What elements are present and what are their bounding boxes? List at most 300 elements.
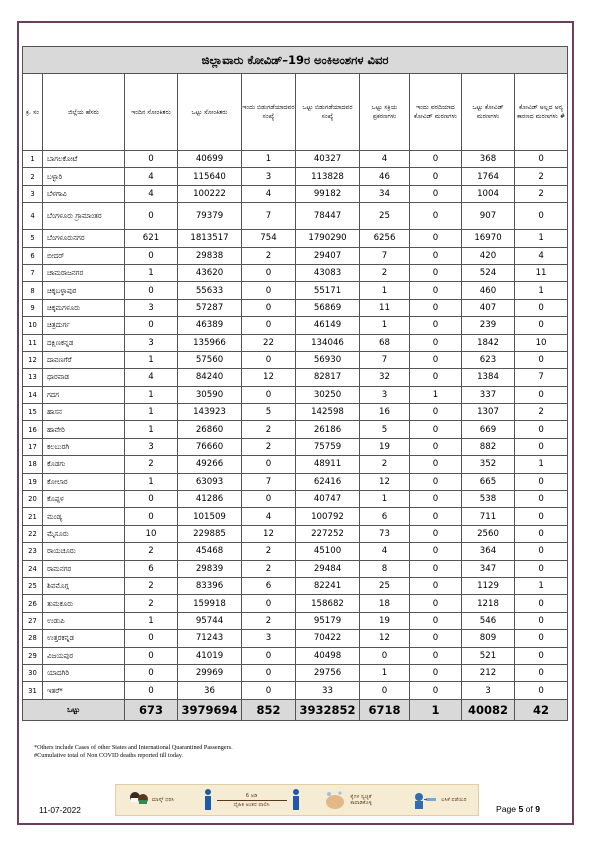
cases-today: 4 [125, 369, 178, 386]
district-name: ಉಡುಪಿ [43, 612, 125, 629]
cases-today: 1 [125, 386, 178, 403]
non-covid-deaths: 0 [515, 491, 568, 508]
discharged-total: 99182 [296, 185, 360, 202]
deaths-total: 364 [462, 543, 515, 560]
discharged-today: 12 [242, 525, 296, 542]
cases-total: 229885 [178, 525, 242, 542]
discharged-total: 40747 [296, 491, 360, 508]
banner-hands-text: ಕೈಗಳ ಸ್ವಚ್ಛತೆ ಕಾಪಾಡಿಕೊಳ್ಳಿ [350, 794, 372, 806]
active-cases: 73 [360, 525, 410, 542]
deaths-today: 0 [410, 317, 462, 334]
total-non-covid-deaths: 42 [515, 699, 568, 720]
discharged-today: 2 [242, 612, 296, 629]
cases-total: 79379 [178, 203, 242, 230]
cases-today: 0 [125, 491, 178, 508]
table-row [23, 664, 568, 681]
deaths-total: 1129 [462, 577, 515, 594]
row-sl: 4 [23, 203, 43, 230]
cases-today: 6 [125, 560, 178, 577]
discharged-total: 29484 [296, 560, 360, 577]
discharged-total: 113828 [296, 168, 360, 185]
footnote-non-covid: #Cumulative total of Non COVID deaths reported till today. [34, 752, 183, 759]
deaths-today: 0 [410, 612, 462, 629]
cases-total: 135966 [178, 334, 242, 351]
deaths-today: 0 [410, 203, 462, 230]
active-cases: 32 [360, 369, 410, 386]
non-covid-deaths: 0 [515, 560, 568, 577]
discharged-total: 43083 [296, 264, 360, 281]
cases-today: 0 [125, 282, 178, 299]
discharged-total: 134046 [296, 334, 360, 351]
header-cases-today: ಇಂದಿನ ಸೋಂಕಿತರು [125, 74, 178, 151]
discharged-total: 56930 [296, 351, 360, 368]
deaths-today: 0 [410, 456, 462, 473]
non-covid-deaths: 0 [515, 682, 568, 699]
cases-total: 84240 [178, 369, 242, 386]
discharged-today: 7 [242, 203, 296, 230]
table-row [23, 560, 568, 577]
deaths-total: 2560 [462, 525, 515, 542]
non-covid-deaths: 4 [515, 247, 568, 264]
row-sl: 27 [23, 612, 43, 629]
cases-today: 10 [125, 525, 178, 542]
active-cases: 1 [360, 282, 410, 299]
deaths-today: 0 [410, 630, 462, 647]
active-cases: 7 [360, 351, 410, 368]
deaths-total: 1764 [462, 168, 515, 185]
cases-today: 1 [125, 264, 178, 281]
handwash-icon [323, 789, 347, 811]
active-cases: 19 [360, 438, 410, 455]
discharged-today: 5 [242, 404, 296, 421]
header-active: ಒಟ್ಟು ಸಕ್ರಿಯ ಪ್ರಕರಣಗಳು [360, 74, 410, 151]
active-cases: 16 [360, 404, 410, 421]
non-covid-deaths: 0 [515, 612, 568, 629]
discharged-total: 29756 [296, 664, 360, 681]
active-cases: 6256 [360, 230, 410, 247]
district-name: ಯಾದಗಿರಿ [43, 664, 125, 681]
cases-total: 143923 [178, 404, 242, 421]
active-cases: 11 [360, 299, 410, 316]
discharged-total: 45100 [296, 543, 360, 560]
table-row [23, 543, 568, 560]
row-sl: 13 [23, 369, 43, 386]
person-icon [202, 788, 214, 812]
row-sl: 7 [23, 264, 43, 281]
active-cases: 0 [360, 647, 410, 664]
deaths-total: 524 [462, 264, 515, 281]
active-cases: 5 [360, 421, 410, 438]
table-row [23, 456, 568, 473]
cases-total: 29838 [178, 247, 242, 264]
header-cases-total: ಒಟ್ಟು ಸೋಂಕಿತರು [178, 74, 242, 151]
discharged-today: 12 [242, 369, 296, 386]
row-sl: 6 [23, 247, 43, 264]
row-sl: 21 [23, 508, 43, 525]
active-cases: 7 [360, 247, 410, 264]
active-cases: 19 [360, 612, 410, 629]
table-row [23, 647, 568, 664]
active-cases: 3 [360, 386, 410, 403]
discharged-today: 0 [242, 299, 296, 316]
district-name: ಇತರೆ* [43, 682, 125, 699]
cases-total: 63093 [178, 473, 242, 490]
non-covid-deaths: 0 [515, 299, 568, 316]
table-row [23, 369, 568, 386]
deaths-total: 352 [462, 456, 515, 473]
district-name: ಬೆಂಗಳೂರುನಗರ [43, 230, 125, 247]
non-covid-deaths: 0 [515, 595, 568, 612]
district-name: ಚಾಮರಾಜನಗರ [43, 264, 125, 281]
row-sl: 23 [23, 543, 43, 560]
discharged-today: 3 [242, 168, 296, 185]
discharged-today: 0 [242, 317, 296, 334]
cases-total: 83396 [178, 577, 242, 594]
total-discharged-today: 852 [242, 699, 296, 720]
header-deaths-total: ಒಟ್ಟು ಕೋವಿಡ್ ಮರಣಗಳು [462, 74, 515, 151]
deaths-total: 1218 [462, 595, 515, 612]
district-name: ಹಾವೇರಿ [43, 421, 125, 438]
non-covid-deaths: 0 [515, 630, 568, 647]
discharged-total: 55171 [296, 282, 360, 299]
deaths-today: 0 [410, 369, 462, 386]
row-sl: 17 [23, 438, 43, 455]
deaths-total: 623 [462, 351, 515, 368]
deaths-total: 1384 [462, 369, 515, 386]
table-row [23, 334, 568, 351]
non-covid-deaths: 11 [515, 264, 568, 281]
total-active-cases: 6718 [360, 699, 410, 720]
deaths-today: 0 [410, 491, 462, 508]
district-name: ತುಮಕೂರು [43, 595, 125, 612]
table-row [23, 282, 568, 299]
table-row [23, 404, 568, 421]
non-covid-deaths: 2 [515, 185, 568, 202]
total-deaths-today: 1 [410, 699, 462, 720]
table-row [23, 508, 568, 525]
active-cases: 4 [360, 543, 410, 560]
row-sl: 28 [23, 630, 43, 647]
non-covid-deaths: 1 [515, 456, 568, 473]
active-cases: 6 [360, 508, 410, 525]
non-covid-deaths: 1 [515, 577, 568, 594]
discharged-total: 40327 [296, 151, 360, 168]
total-deaths-total: 40082 [462, 699, 515, 720]
non-covid-deaths: 1 [515, 282, 568, 299]
row-sl: 8 [23, 282, 43, 299]
deaths-today: 0 [410, 185, 462, 202]
page-prefix: Page [496, 804, 519, 814]
active-cases: 0 [360, 682, 410, 699]
banner-mask-text: ಮಾಸ್ಕ್ ಧರಿಸಿ [151, 797, 175, 803]
cases-today: 2 [125, 577, 178, 594]
report-date: 11-07-2022 [39, 805, 81, 815]
discharged-today: 0 [242, 647, 296, 664]
discharged-total: 227252 [296, 525, 360, 542]
cases-total: 101509 [178, 508, 242, 525]
table-row [23, 438, 568, 455]
table-row [23, 473, 568, 490]
cases-today: 0 [125, 664, 178, 681]
cases-today: 621 [125, 230, 178, 247]
deaths-today: 0 [410, 282, 462, 299]
table-row [23, 577, 568, 594]
active-cases: 46 [360, 168, 410, 185]
district-name: ಗದಗ [43, 386, 125, 403]
deaths-total: 907 [462, 203, 515, 230]
discharged-today: 3 [242, 630, 296, 647]
banner-vaccine [412, 789, 467, 811]
row-sl: 16 [23, 421, 43, 438]
cases-total: 46389 [178, 317, 242, 334]
total-discharged-total: 3932852 [296, 699, 360, 720]
district-name: ರಾಯಚೂರು [43, 543, 125, 560]
discharged-total: 1790290 [296, 230, 360, 247]
row-sl: 9 [23, 299, 43, 316]
cases-total: 29839 [178, 560, 242, 577]
district-name: ಕೊಪ್ಪಳ [43, 491, 125, 508]
cases-today: 0 [125, 203, 178, 230]
row-sl: 26 [23, 595, 43, 612]
discharged-today: 0 [242, 351, 296, 368]
discharged-total: 75759 [296, 438, 360, 455]
table-row [23, 151, 568, 168]
cases-today: 0 [125, 151, 178, 168]
cases-today: 0 [125, 247, 178, 264]
total-cases-today: 673 [125, 699, 178, 720]
totals-label: ಒಟ್ಟು [23, 699, 125, 720]
deaths-total: 16970 [462, 230, 515, 247]
header-non-covid-deaths: ಕೋವಿಡ್ ಅಲ್ಲದ ಅನ್ಯ ಕಾರಣದ ಮರಣಗಳು # [515, 74, 568, 151]
row-sl: 24 [23, 560, 43, 577]
table-row [23, 491, 568, 508]
deaths-today: 0 [410, 299, 462, 316]
header-deaths-today: ಇಂದು ವರದಿಯಾದ ಕೋವಿಡ್ ಮರಣಗಳು [410, 74, 462, 151]
discharged-today: 4 [242, 508, 296, 525]
discharged-total: 56869 [296, 299, 360, 316]
deaths-total: 882 [462, 438, 515, 455]
table-row [23, 595, 568, 612]
cases-total: 100222 [178, 185, 242, 202]
cases-total: 57560 [178, 351, 242, 368]
non-covid-deaths: 0 [515, 421, 568, 438]
table-row [23, 203, 568, 230]
deaths-today: 0 [410, 421, 462, 438]
non-covid-deaths: 0 [515, 543, 568, 560]
totals-row [23, 699, 568, 720]
total-cases-total: 3979694 [178, 699, 242, 720]
discharged-today: 4 [242, 185, 296, 202]
discharged-total: 26186 [296, 421, 360, 438]
deaths-total: 347 [462, 560, 515, 577]
district-name: ಬಳ್ಳಾರಿ [43, 168, 125, 185]
active-cases: 25 [360, 577, 410, 594]
cases-total: 26860 [178, 421, 242, 438]
row-sl: 19 [23, 473, 43, 490]
active-cases: 1 [360, 664, 410, 681]
discharged-today: 0 [242, 282, 296, 299]
row-sl: 25 [23, 577, 43, 594]
table-title: ಜಿಲ್ಲಾವಾರು ಕೋವಿಡ್–19ರ ಅಂಕಿಅಂಶಗಳ ವಿವರ [23, 47, 568, 74]
cases-total: 55633 [178, 282, 242, 299]
discharged-total: 158682 [296, 595, 360, 612]
table-row [23, 230, 568, 247]
header-district: ಜಿಲ್ಲೆಯ ಹೆಸರು [43, 74, 125, 151]
non-covid-deaths: 0 [515, 317, 568, 334]
deaths-total: 521 [462, 647, 515, 664]
non-covid-deaths: 1 [515, 230, 568, 247]
discharged-total: 142598 [296, 404, 360, 421]
district-name: ವಿಜಯಪುರ [43, 647, 125, 664]
cases-total: 95744 [178, 612, 242, 629]
deaths-total: 1307 [462, 404, 515, 421]
deaths-today: 0 [410, 595, 462, 612]
table-row [23, 525, 568, 542]
page-current: 5 [518, 804, 524, 814]
cases-today: 0 [125, 317, 178, 334]
discharged-total: 62416 [296, 473, 360, 490]
district-name: ಚಿತ್ರದುರ್ಗ [43, 317, 125, 334]
cases-total: 45468 [178, 543, 242, 560]
deaths-total: 239 [462, 317, 515, 334]
cases-today: 4 [125, 168, 178, 185]
active-cases: 25 [360, 203, 410, 230]
cases-today: 1 [125, 612, 178, 629]
row-sl: 12 [23, 351, 43, 368]
cases-total: 159918 [178, 595, 242, 612]
cases-today: 2 [125, 456, 178, 473]
row-sl: 22 [23, 525, 43, 542]
non-covid-deaths: 0 [515, 473, 568, 490]
page-total: 9 [535, 804, 540, 814]
discharged-today: 0 [242, 491, 296, 508]
district-name: ಹಾಸನ [43, 404, 125, 421]
district-name: ಉತ್ತರಕನ್ನಡ [43, 630, 125, 647]
deaths-total: 337 [462, 386, 515, 403]
cases-today: 0 [125, 647, 178, 664]
active-cases: 12 [360, 473, 410, 490]
deaths-today: 0 [410, 438, 462, 455]
non-covid-deaths: 0 [515, 508, 568, 525]
cases-today: 1 [125, 351, 178, 368]
non-covid-deaths: 0 [515, 203, 568, 230]
table-row [23, 299, 568, 316]
row-sl: 1 [23, 151, 43, 168]
discharged-total: 95179 [296, 612, 360, 629]
district-name: ಬೀದರ್ [43, 247, 125, 264]
active-cases: 18 [360, 595, 410, 612]
cases-today: 0 [125, 630, 178, 647]
footnote-others: *Others include Cases of other States and International Quarantined Passengers. [34, 744, 233, 751]
cases-today: 3 [125, 299, 178, 316]
discharged-total: 30250 [296, 386, 360, 403]
district-covid-table [22, 46, 568, 721]
deaths-total: 1842 [462, 334, 515, 351]
deaths-today: 0 [410, 560, 462, 577]
district-name: ಮೈಸೂರು [43, 525, 125, 542]
discharged-total: 29407 [296, 247, 360, 264]
row-sl: 15 [23, 404, 43, 421]
non-covid-deaths: 0 [515, 351, 568, 368]
discharged-today: 0 [242, 664, 296, 681]
discharged-total: 82817 [296, 369, 360, 386]
deaths-today: 0 [410, 543, 462, 560]
cases-total: 40699 [178, 151, 242, 168]
non-covid-deaths: 0 [515, 664, 568, 681]
discharged-total: 46149 [296, 317, 360, 334]
non-covid-deaths: 0 [515, 647, 568, 664]
deaths-total: 1004 [462, 185, 515, 202]
header-discharged-today: ಇಂದು ಬಿಡುಗಡೆಯಾದವರ ಸಂಖ್ಯೆ [242, 74, 296, 151]
table-row [23, 612, 568, 629]
deaths-total: 3 [462, 682, 515, 699]
deaths-today: 0 [410, 230, 462, 247]
row-sl: 10 [23, 317, 43, 334]
district-name: ಮಂಡ್ಯ [43, 508, 125, 525]
page-sep: of [523, 804, 536, 814]
header-discharged-total: ಒಟ್ಟು ಬಿಡುಗಡೆಯಾದವರ ಸಂಖ್ಯೆ [296, 74, 360, 151]
header-sl: ಕ್ರ. ಸಂ [23, 74, 43, 151]
covid-guidelines-banner [115, 784, 479, 816]
active-cases: 12 [360, 630, 410, 647]
discharged-total: 40498 [296, 647, 360, 664]
discharged-today: 2 [242, 247, 296, 264]
cases-today: 3 [125, 334, 178, 351]
non-covid-deaths: 0 [515, 525, 568, 542]
discharged-total: 70422 [296, 630, 360, 647]
active-cases: 34 [360, 185, 410, 202]
distance-arrow-icon [217, 800, 287, 801]
non-covid-deaths: 7 [515, 369, 568, 386]
deaths-total: 546 [462, 612, 515, 629]
person-icon [290, 788, 302, 812]
deaths-total: 809 [462, 630, 515, 647]
cases-total: 36 [178, 682, 242, 699]
deaths-total: 538 [462, 491, 515, 508]
district-name: ದಕ್ಷಿಣಕನ್ನಡ [43, 334, 125, 351]
deaths-total: 407 [462, 299, 515, 316]
row-sl: 11 [23, 334, 43, 351]
cases-total: 29969 [178, 664, 242, 681]
discharged-today: 1 [242, 151, 296, 168]
active-cases: 68 [360, 334, 410, 351]
banner-vaccine-text: ಲಸಿಕೆ ಪಡೆಯಿರಿ [441, 797, 467, 803]
non-covid-deaths: 0 [515, 438, 568, 455]
cases-today: 0 [125, 508, 178, 525]
discharged-today: 0 [242, 386, 296, 403]
cases-today: 2 [125, 595, 178, 612]
cases-total: 41286 [178, 491, 242, 508]
non-covid-deaths: 10 [515, 334, 568, 351]
non-covid-deaths: 2 [515, 168, 568, 185]
district-name: ಕೋಲಾರ [43, 473, 125, 490]
table-row [23, 386, 568, 403]
district-name: ಬೆಳಗಾವಿ [43, 185, 125, 202]
row-sl: 29 [23, 647, 43, 664]
table-row [23, 351, 568, 368]
discharged-total: 100792 [296, 508, 360, 525]
table-row [23, 682, 568, 699]
active-cases: 2 [360, 456, 410, 473]
discharged-today: 2 [242, 438, 296, 455]
non-covid-deaths: 2 [515, 404, 568, 421]
district-name: ಧಾರವಾಡ [43, 369, 125, 386]
cases-total: 71243 [178, 630, 242, 647]
district-name: ಶಿವಮೊಗ್ಗ [43, 577, 125, 594]
deaths-today: 0 [410, 508, 462, 525]
deaths-total: 420 [462, 247, 515, 264]
district-name: ಕೊಡಗು [43, 456, 125, 473]
